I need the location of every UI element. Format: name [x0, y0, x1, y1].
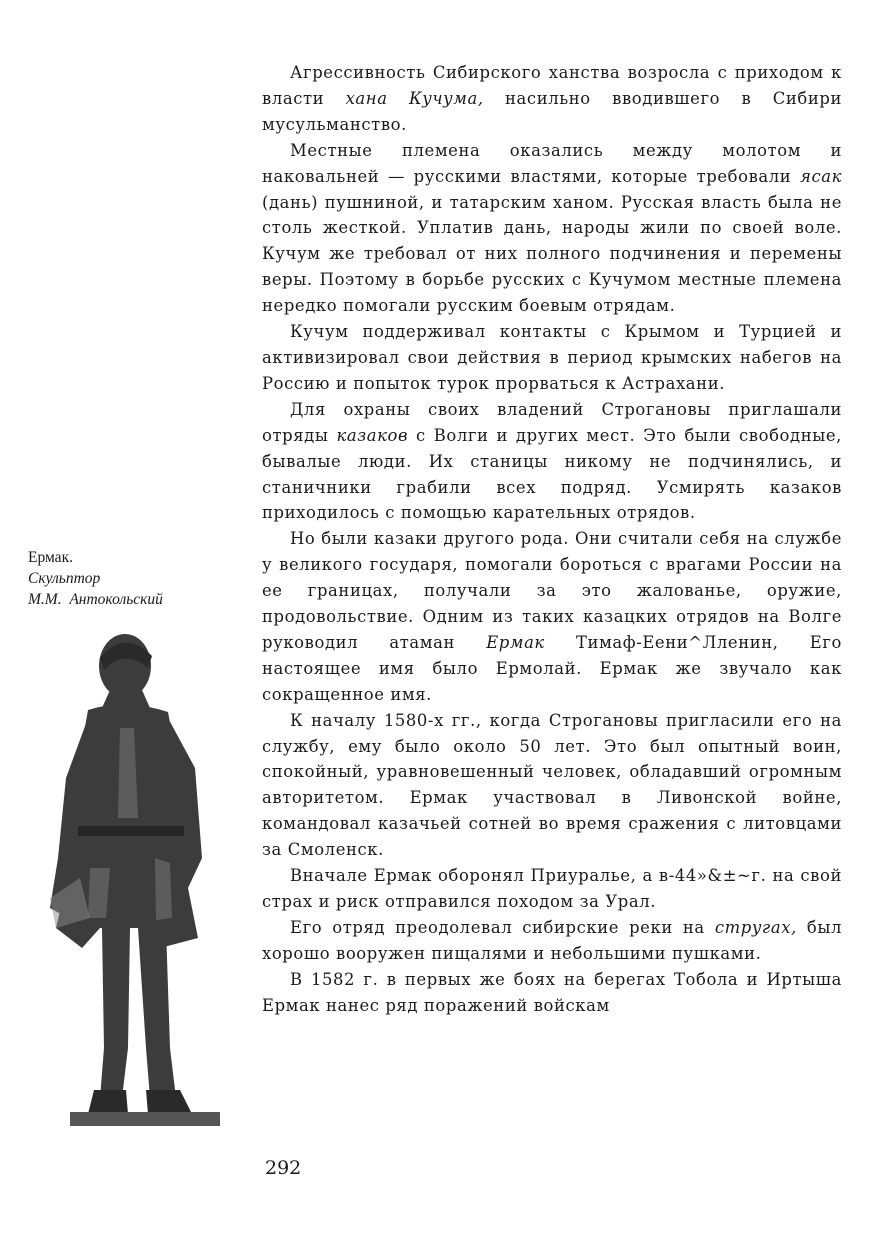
text-run: с Волги и других мест. Это были свободные, бывалые люди. Их станицы никому не подчинялись, и станичники грабили всех подряд. Усмирять казаков приходилось с помощью карательных отрядов.: [262, 425, 842, 523]
italic-term: стругах,: [714, 917, 797, 937]
text-run: К началу 1580-х гг., когда Строгановы пригласили его на службу, ему было около 50 лет. Это был опытный воин, спокойный, уравновешенный человек, обладавший огромным авторитетом. Ермак участвовал в Ливонской войне, командовал казачьей сотней во время сражения с литовцами за Смоленск.: [262, 710, 842, 860]
statue-figure-image: [30, 628, 230, 1128]
text-run: Вначале Ермак оборонял Приуралье, а в-44»&±~г. на свой страх и риск отправился походом за Урал.: [262, 866, 842, 911]
paragraph: [262, 967, 842, 1019]
caption-title: Ермак.: [28, 549, 73, 566]
caption-author-name: М.М. Антокольский: [28, 591, 163, 608]
paragraph: [262, 397, 842, 527]
paragraph: [262, 915, 842, 967]
text-run: Агрессивность Сибирского ханства возросла с приходом к власти: [262, 63, 842, 108]
figure-caption: [28, 547, 228, 610]
text-run: Но были казаки другого рода. Они считали себя на службе у великого государя, помогали бороться с врагами России на ее границах, получали за это жалованье, оружие, продовольствие. Одним из таких казацких отрядов на Волге руководил атаман: [262, 529, 842, 652]
italic-term: хана Кучума,: [345, 88, 484, 108]
italic-term: ясак: [800, 166, 842, 186]
text-run: Его отряд преодолевал сибирские реки на: [290, 917, 715, 937]
text-run: насильно вводившего в Сибири мусульманство.: [262, 88, 842, 134]
paragraph: [262, 863, 842, 915]
caption-author-role: Скульптор: [28, 570, 101, 587]
text-run: Местные племена оказались между молотом и наковальней — русскими властями, которые требовали: [262, 140, 842, 186]
paragraph: [262, 319, 842, 397]
paragraph: [262, 526, 842, 707]
italic-term: казаков: [336, 425, 409, 445]
text-run: был хорошо вооружен пищалями и небольшими пушками.: [262, 917, 842, 963]
paragraph: [262, 60, 842, 138]
text-run: (дань) пушниной, и татарским ханом. Русская власть была не столь жесткой. Уплатив дань, народы жили по своей воле. Кучум же требовал от них полного подчинения и перемены веры. Поэтому в борьбе русских с Кучумом местные племена нередко помогали русским боевым отрядам.: [262, 192, 842, 316]
page-number: 292: [265, 1157, 302, 1179]
text-run: В 1582 г. в первых же боях на берегах Тобола и Иртыша Ермак нанес ряд поражений войскам: [262, 969, 842, 1015]
text-run: Кучум поддерживал контакты с Крымом и Турцией и активизировал свои действия в период крымских набегов на Россию и попыток турок прорваться к Астрахани.: [262, 322, 842, 393]
paragraph: [262, 708, 842, 863]
text-run: Для охраны своих владений Строгановы приглашали отряды: [262, 399, 842, 445]
main-text: [262, 60, 842, 1019]
paragraph: [262, 138, 842, 319]
italic-term: Ермак: [486, 632, 545, 652]
text-run: Тимаф-Еени^Лленин, Его настоящее имя было Ермолай. Ермак же звучало как сокращенное имя.: [262, 632, 842, 704]
